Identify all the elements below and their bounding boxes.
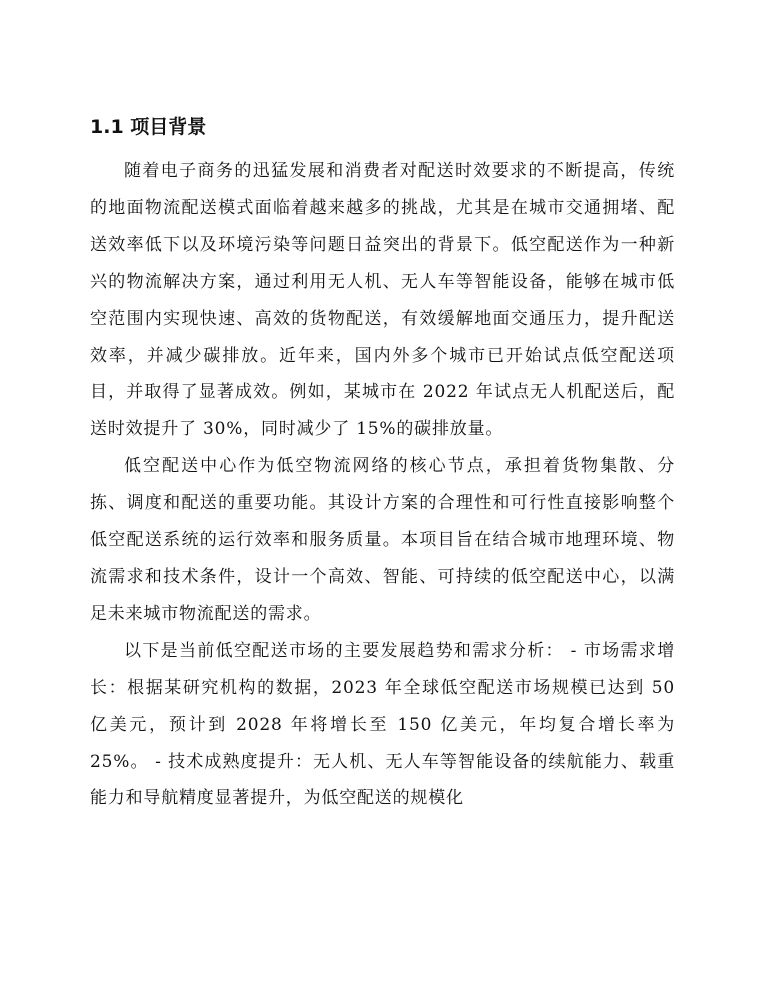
paragraph-market-trends: 以下是当前低空配送市场的主要发展趋势和需求分析： - 市场需求增长：根据某研究机构的数据，2023 年全球低空配送市场规模已达到 50 亿美元，预计到 2028 年将增长至 150 亿美元，年均复合增长率为 25%。 - 技术成熟度提升：无人机、无人车等智能设备的续航能力、载重能力和导航精度显著提升，为低空配送的规模化 bbox=[90, 640, 675, 809]
paragraph-center-role: 低空配送中心作为低空物流网络的核心节点，承担着货物集散、分拣、调度和配送的重要功能。其设计方案的合理性和可行性直接影响整个低空配送系统的运行效率和服务质量。本项目旨在结合城市地理环境、物流需求和技术条件，设计一个高效、智能、可持续的低空配送中心，以满足未来城市物流配送的需求。 bbox=[90, 456, 675, 624]
body-text bbox=[90, 153, 675, 817]
paragraph-background: 随着电子商务的迅猛发展和消费者对配送时效要求的不断提高，传统的地面物流配送模式面临着越来越多的挑战，尤其是在城市交通拥堵、配送效率低下以及环境污染等问题日益突出的背景下。低空配送作为一种新兴的物流解决方案，通过利用无人机、无人车等智能设备，能够在城市低空范围内实现快速、高效的货物配送，有效缓解地面交通压力，提升配送效率，并减少碳排放。近年来，国内外多个城市已开始试点低空配送项目，并取得了显著成效。例如，某城市在 2022 年试点无人机配送后，配送时效提升了 30%，同时减少了 15%的碳排放量。 bbox=[90, 161, 675, 440]
section-heading: 1.1 项目背景 bbox=[90, 116, 207, 138]
